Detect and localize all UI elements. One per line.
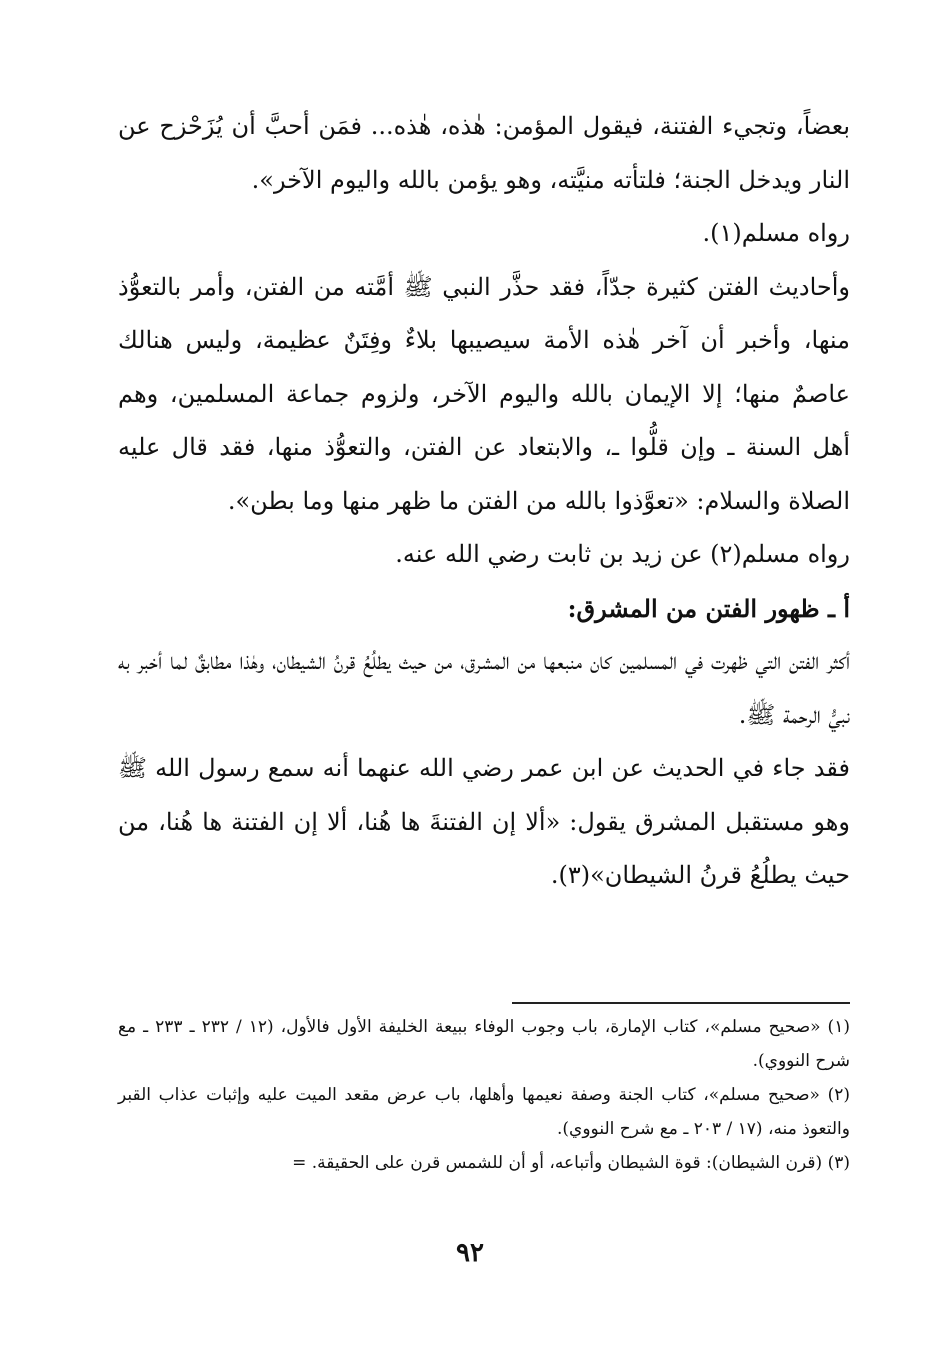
footnote-divider	[512, 1002, 850, 1004]
section-heading: أ ـ ظهور الفتن من المشرق:	[567, 593, 850, 623]
paragraph-hadith-end: بعضاً، وتجيء الفتنة، فيقول المؤمن: هٰذه، هٰذه... فمَن أحبَّ أن يُزَحْزح عن النار ويدخل الجنة؛ فلتأته منيَّته، وهو يؤمن بالله واليوم الآخر».	[118, 112, 850, 194]
footnote-2: (٢) «صحيح مسلم»، كتاب الجنة وصفة نعيمها وأهلها، باب عرض مقعد الميت عليه وإثبات عذاب القبر والتعوذ منه، (١٧ / ٢٠٣ ـ مع شرح النووي).	[118, 1085, 850, 1139]
paragraph-narration-2: رواه مسلم(٢) عن زيد بن ثابت رضي الله عنه.	[395, 540, 850, 568]
paragraph-narration-1: رواه مسلم(١).	[702, 219, 850, 247]
paragraph-east-fitan: أكثر الفتن التي ظهرت في المسلمين كان منبعها من المشرق، من حيث يطلُعُ قرنُ الشيطان، وهٰذا مطابقٌ لما أخبر به نبيُّ الرحمة ﷺ.	[118, 647, 850, 729]
paragraph-ibn-umar-hadith: فقد جاء في الحديث عن ابن عمر رضي الله عنهما أنه سمع رسول الله ﷺ وهو مستقبل المشرق يقول: «ألا إن الفتنةَ ها هُنا، ألا إن الفتنة ها هُنا، من حيث يطلُعُ قرنُ الشيطان»(٣).	[118, 754, 850, 889]
main-text	[118, 100, 850, 903]
footnote-3: (٣) (قرن الشيطان): قوة الشيطان وأتباعه، أو أن للشمس قرن على الحقيقة. =	[292, 1153, 850, 1173]
footnotes	[118, 1010, 850, 1180]
paragraph-fitan-hadiths: وأحاديث الفتن كثيرة جدّاً، فقد حذَّر النبي ﷺ أمَّته من الفتن، وأمر بالتعوُّذ منها، وأخبر أن آخر هٰذه الأمة سيصيبها بلاءٌ وفِتَنٌ عظيمة، وليس هنالك عاصمٌ منها؛ إلا الإيمان بالله واليوم الآخر، ولزوم جماعة المسلمين، وهم أهل السنة ـ وإن قلُّوا ـ، والابتعاد عن الفتن، والتعوُّذ منها، فقد قال عليه الصلاة والسلام: «تعوَّذوا بالله من الفتن ما ظهر منها وما بطن».	[118, 272, 850, 515]
page-number: ٩٢	[456, 1238, 484, 1268]
footnote-1: (١) «صحيح مسلم»، كتاب الإمارة، باب وجوب الوفاء ببيعة الخليفة الأول فالأول، (١٢ / ٢٣٢ ـ ٢٣٣ ـ مع شرح النووي).	[118, 1017, 850, 1071]
